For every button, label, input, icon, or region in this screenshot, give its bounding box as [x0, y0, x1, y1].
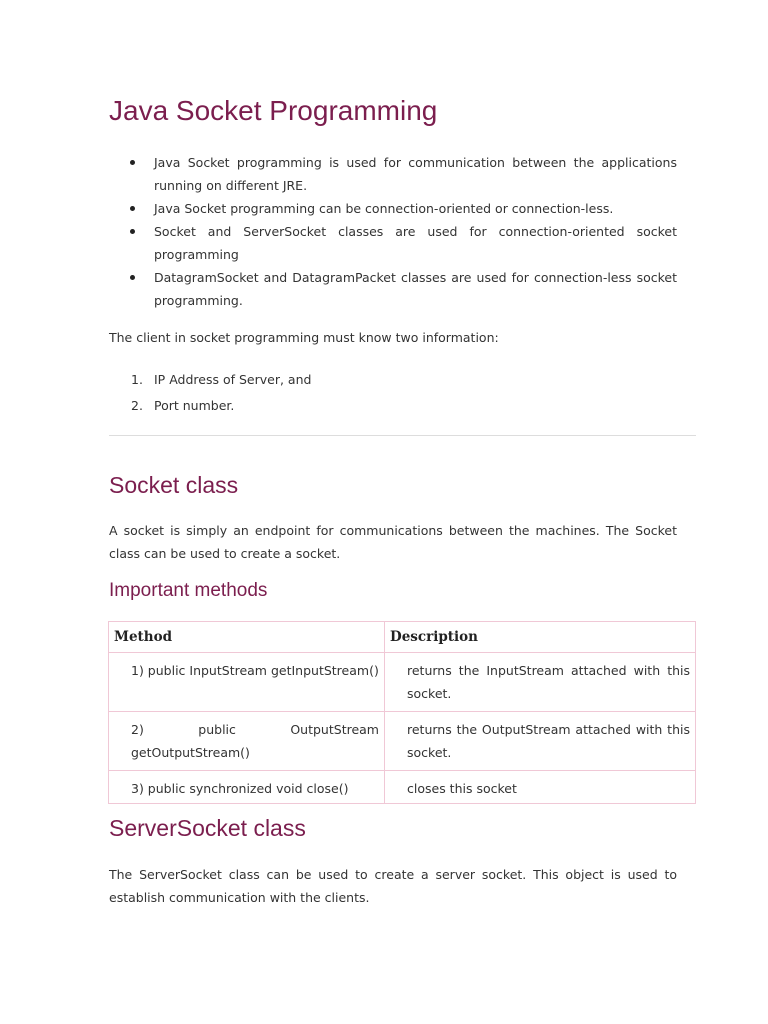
- description-cell: returns the InputStream attached with this socket.: [385, 653, 696, 712]
- column-header-description: Description: [385, 622, 696, 653]
- bullet-icon: [130, 206, 135, 211]
- list-item-text: Port number.: [154, 398, 235, 413]
- method-cell: 2) public OutputStream getOutputStream(): [109, 712, 385, 771]
- column-header-method: Method: [109, 622, 385, 653]
- table-header-row: [109, 622, 696, 653]
- intro-bullet-list: [109, 151, 677, 312]
- list-item: [109, 220, 677, 266]
- methods-table: [108, 621, 696, 804]
- method-cell: 3) public synchronized void close(): [109, 771, 385, 804]
- list-item-text: Java Socket programming is used for communication between the applications running on different JRE.: [154, 155, 677, 193]
- serversocket-class-heading: ServerSocket class: [109, 815, 306, 841]
- list-item: [109, 197, 677, 220]
- page-title: Java Socket Programming: [109, 95, 438, 126]
- description-cell: returns the OutputStream attached with this socket.: [385, 712, 696, 771]
- bullet-icon: [130, 275, 135, 280]
- list-item-number: 2.: [131, 398, 143, 413]
- table-row: [109, 712, 696, 771]
- socket-class-heading: Socket class: [109, 472, 239, 498]
- list-item-text: DatagramSocket and DatagramPacket classes are used for connection-less socket programming.: [154, 270, 677, 308]
- list-item-text: IP Address of Server, and: [154, 372, 312, 387]
- serversocket-class-description: The ServerSocket class can be used to create a server socket. This object is used to establish communication with the clients.: [109, 867, 677, 905]
- section-divider: [109, 435, 696, 436]
- important-methods-heading: Important methods: [109, 580, 268, 601]
- method-cell: 1) public InputStream getInputStream(): [109, 653, 385, 712]
- table-row: [109, 771, 696, 804]
- list-item-text: Socket and ServerSocket classes are used for connection-oriented socket programming: [154, 224, 677, 262]
- bullet-icon: [130, 229, 135, 234]
- list-item: [109, 266, 677, 312]
- list-item: [109, 367, 677, 393]
- socket-class-description: A socket is simply an endpoint for communications between the machines. The Socket class can be used to create a socket.: [109, 523, 677, 561]
- list-item-number: 1.: [131, 372, 143, 387]
- client-info-intro: The client in socket programming must know two information:: [109, 330, 499, 345]
- table-row: [109, 653, 696, 712]
- list-item-text: Java Socket programming can be connection-oriented or connection-less.: [154, 201, 614, 216]
- list-item: [109, 393, 677, 419]
- client-info-list: [109, 367, 677, 419]
- list-item: [109, 151, 677, 197]
- bullet-icon: [130, 160, 135, 165]
- description-cell: closes this socket: [385, 771, 696, 804]
